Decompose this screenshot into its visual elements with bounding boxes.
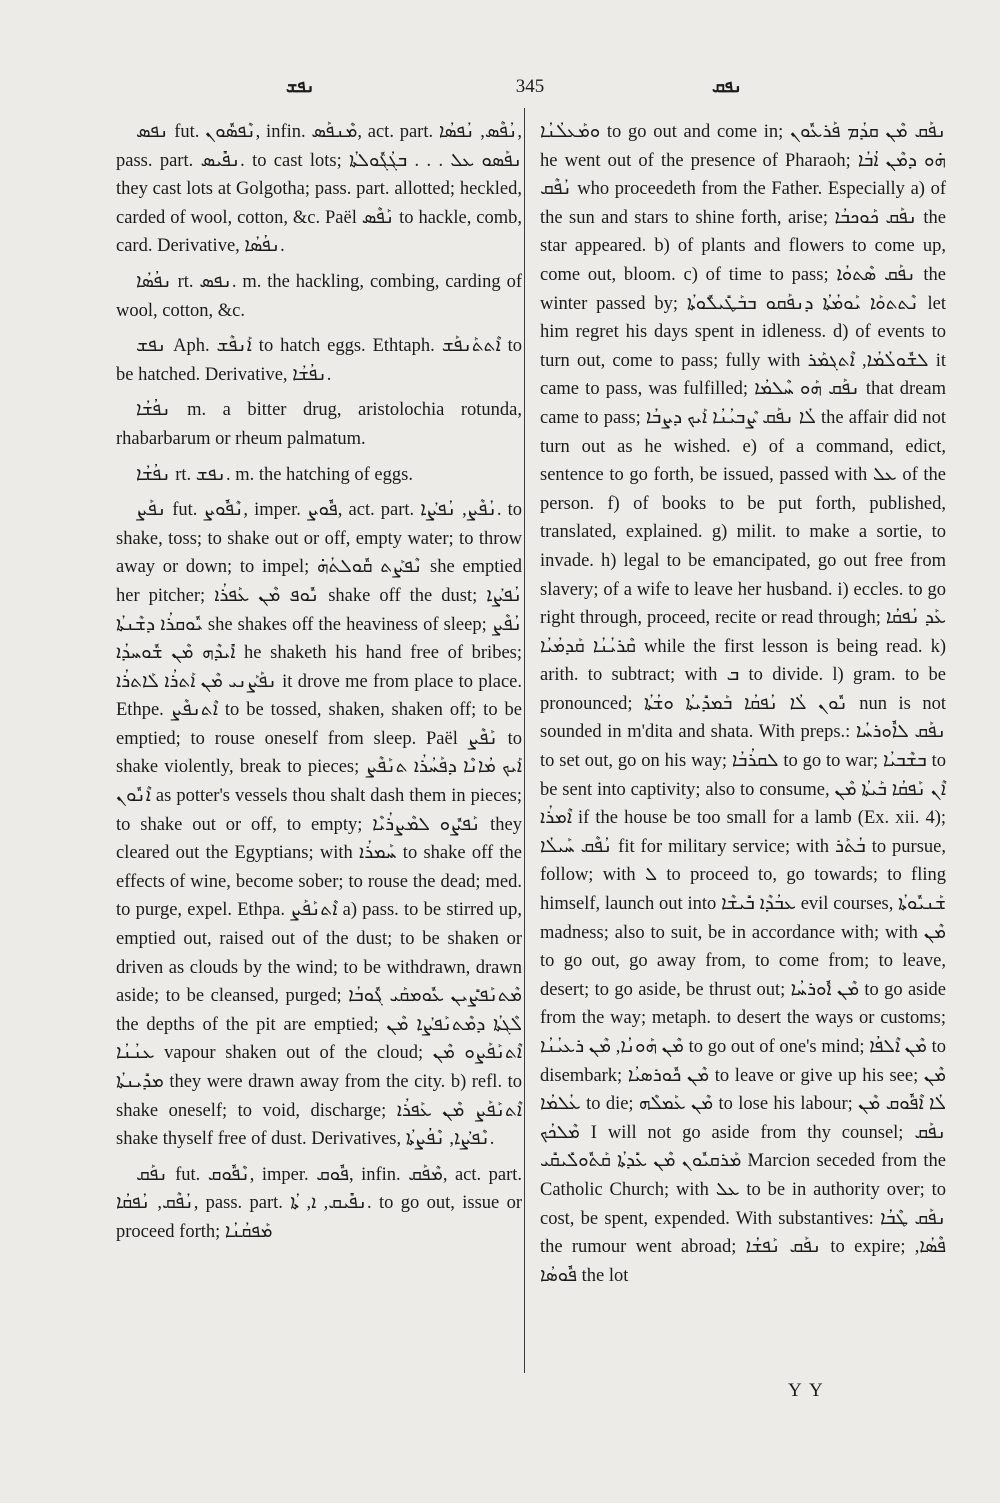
page-number: 345 [515,76,545,97]
entry-continuation: ܘܡܰܥܠܳܢܳܐ to go out and come in; ܢܦܰܩ ܡܶܢ ܩܕܳܡ ܦܰܪܥܽܘܢ he went out of the presence of Pharaoh; ܗ̇ܘ ܕܡܶܢ ܐܳܒܳܐ ܢܳܦܶܩ who proceedeth from the Father. Especially a) of the sun and stars to shine forth, arise; ܢܦܰܩ ܟܰܘܟܒܳܐ the star appeared. b) of plants and flowers to come up, come out, bloom. c) of time to pass; ܢܦܰܩ ܣܶܬܘܳܐ the winter passed by; ܢܶܬܬܘܰܐ ܝܰܘܡܳܬܳܐ ܕܢܦܰܩܘ ܒܒܰܛܺܝܠܽܘܬܳܐ let him regret his days spent in idleness. d) of events to turn out, come to pass; fully with ܠܫܽܘܠܳܡܳܐ, ܐܶܬܓܡܰܪ it came to pass, was fulfilled; ܢܦܰܩ ܗܰܘ ܚܶܠܡܳܐ that dream came to pass; ܠܳܐ ܢܦܰܩ ܨܶܒܝܳܢܳܐ ܐܰܝܟ ܕܨܒܳܐ the affair did not turn out as he wished. e) of a command, edict, sentence to go forth, be issued, passed with ܥܠ of the person. f) of books to be put forth, published, translated, explained. g) milit. to make a sortie, to invade. h) legal to be emancipated, go out free from slavery; of a wife to leave her husband. i) eccles. to go right through, proceed, recite or read through; ܥܰܕ ܢܳܦܩܳܐ ܩܶܪܝܳܢܳܐ ܩܰܕܡܳܝܳܐ while the first lesson is being read. k) arith. to subtract; with ܒ to divide. l) gram. to be pronounced; ܢܽܘܢ ܠܳܐ ܢܳܦܩܳܐ ܒܰܡܕܺܝܬܳܐ ܘܫܳܬܳܐ nun is not sounded in m'dita and shata. With preps.: ܢܦܰܩ ܠܐܽܘܪܚܳܐ to set out, go on his way; ܠܩܪܳܒܳܐ to go to war; ܒܫܶܒܝܳܐ to be sent into captivity; also to consume, ܐܶܢ ܢܰܦܩܳܐ ܒܰܝܬܳܐ ܡܶܢ ܐܶܡܪܳܐ if the house be too small for a lamb (Ex. xii. 4); ܢܳܦܶܩ ܚܰܝܠܳܐ fit for military service; with ܒܳܬܰܪ to pursue, follow; with ܠ to proceed to, go towards; to fling himself, launch out into ܥܒܳܕܶܐ ܒܺܝܫܶܐ evil courses, ܫܰܢܝܽܘܬܳܐ madness; also to suit, be in accordance with; with ܡܶܢ to go out, go away from, to come from; to leave, desert; to go aside, be thrust out; ܡܶܢ ܐܽܘܪܚܳܐ to go aside from the way; metaph. to desert the ways or customs; ܡܶܢ ܗܰܘܢܳܐ, ܡܶܢ ܪܥܝܳܢܳܐ to go out of one's mind; ܡܶܢ ܐܶܠܦܳܐ to disembark; ܡܶܢ ܟܽܘܪܣܝܳܐ to leave or give up his see; ܡܶܢ ܥܳܠܡܳܐ to die; ܡܶܢ ܥܰܡܠܶܗ to lose his labour; ܠܳܐ ܐܶܦܽܘܩ ܡܶܢ ܡܶܠܟܳܟ I will not go aside from thy counsel; ܢܦܰܩ ܡܰܪܩܝܽܘܢ ܡܶܢ ܥܺܕܬܳܐ ܩܰܬܽܘܠܺܝܩܺܝ Marcion seceded from the Catholic Church; with ܥܠ to be in authority over; to cost, be spent, expended. With substantives: ܢܦܰܩ ܛܶܒܳܐ the rumour went abroad; ܢܦܰܩ ܢܰܦܫܳܐ to expire; ܦܶܣܳܐ, ܦܽܘܣܳܐ the lot [540,122,947,1286]
right-column [540,118,946,1297]
signature-mark: Y Y [788,1380,825,1401]
left-column [116,118,522,1254]
entry: ܢܦܣ fut. ܢܶܦܣܽܘܢ, infin. ܡܶܢܦܰܣ, act. part. ܢܳܦܶܣ, ܢܳܦܣܳܐ, pass. part. ܢܦܺܝܣ. to cast lots; ܢܦܰܣܘ ܥܠ . . . ܒܓܳܓܽܘܠܬܳܐ they cast lots at Golgotha; pass. part. allotted; heckled, carded of wool, cotton, &c. Paël ܢܰܦܶܣ to hackle, comb, card. Derivative, ܢܦܳܣܳܐ. [116,122,523,257]
running-head-right [712,76,742,98]
entry: ܢܦܫ Aph. ܐܰܢܦܶܫ to hatch eggs. Ethtaph. ܐܶܬܬܰܢܦܰܫ to be hatched. Derivative, ܢܦܳܫܳܐ. [116,336,523,385]
entry: ܢܦܳܣܳܐ rt. ܢܦܣ. m. the hackling, combing, carding of wool, cotton, &c. [116,271,522,321]
entry: ܢܦܳܫܳܐ m. a bitter drug, aristolochia rotunda, rhabarbarum or rheum palmatum. [116,400,522,449]
entry: ܢܦܰܨ fut. ܢܶܦܽܘܨ, imper. ܦܽܘܨ, act. part. ܢܳܦܶܨ, ܢܳܦܨܳܐ. to shake, toss; to shake out or off, empty water; to throw away or down; to impel; ܢܶܦܨܰܬ ܩܽܘܠܬܳܗ̇ she emptied her pitcher; ܢܽܘܦ ܡܶܢ ܥܰܦܪܳܐ shake off the dust; ܢܳܦܨܳܐ ܝܽܘܩܪܳܐ ܕܫܶܢܬܳܐ she shakes off the heaviness of sleep; ܢܳܦܶܨ ܐܺܝܕܶܗ ܡܶܢ ܫܽܘܚܕܳܐ he shaketh his hand free of bribes; ܢܦܰܨܰܢܝ ܡܶܢ ܐܰܬܪܳܐ ܠܰܐܬܪܳܐ it drove me from place to place. Ethpe. ܐܶܬܢܦܶܨ to be tossed, shaken, shaken off; to be emptied; to rouse oneself from sleep. Paël ܢܰܦܶܨ to shake violently, break to pieces; ܐܰܝܟ ܡܳܐܢܶܐ ܕܦܰܚܳܪܳܐ ܬܢܰܦܶܨ ܐܶܢܽܘܢ as potter's vessels thou shalt dash them in pieces; to shake out or off, to empty; ܢܰܦܨܽܘ ܠܡܶܨܪܳܝܶܐ they cleared out the Egyptians; with ܚܰܡܪܳܐ to shake off the effects of wine, become sober; to rouse the dead; med. to purge, expel. Ethpa. ܐܶܬܢܰܦܰܨ a) pass. to be stirred up, emptied out, raised out of the dust; to be shaken or driven as clouds by the wind; to be withdrawn, drawn aside; to be cleansed, purged; ܡܶܬܢܰܦܨܺܝܢ ܥܽܘܡܩܰܝ ܓܽܘܒܳܐ the depths of the pit are emptied; ܠܶܓܬܳܐ ܕܡܶܬܢܰܦܨܳܐ ܡܶܢ ܥܢܳܢܳܐ vapour shaken out of the cloud; ܐܶܬܢܰܦܰܨܘ ܡܶܢ ܡܕܺܝܢܬܳܐ they were drawn away from the city. b) refl. to shake oneself; to void, discharge; ܐܶܬܢܰܦܰܨ ܡܶܢ ܥܰܦܪܳܐ shake thyself free of dust. Derivatives, ܢܶܦܨܳܐ, ܢܶܦܳܨܬܳܐ. [116,500,523,1150]
entry: ܢܦܳܫܳܐ rt. ܢܦܫ. m. the hatching of eggs. [136,464,413,485]
running-head-left-word: ܢܦܫ [286,77,315,97]
column-divider [524,108,525,1373]
running-head-right-word: ܢܦܩ [712,77,742,97]
running-head-left [286,76,314,98]
entry: ܢܦܰܩ fut. ܢܶܦܽܘܩ, imper. ܦܽܘܩ, infin. ܡܶܦܰܩ, act. part. ܢܳܦܶܩ, ܢܳܦܩܳܐ, pass. part. ܢܦܺܝܩ, ܐ, ܬܳܐ. to go out, issue or proceed forth; ܡܰܦܩܳܢܳܐ [116,1164,522,1242]
